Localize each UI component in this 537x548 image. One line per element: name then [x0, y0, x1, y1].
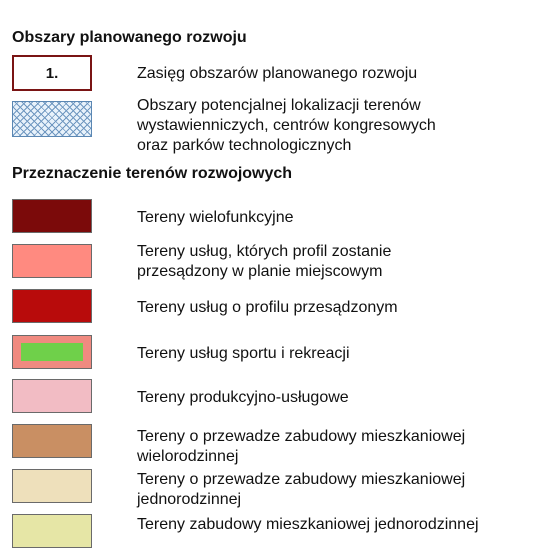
- legend-swatch-multi-family: [12, 424, 92, 458]
- legend-swatch-sport-inner: [21, 343, 83, 361]
- legend-label-single-family: Tereny zabudowy mieszkaniowej jednorodzinnej: [137, 516, 479, 533]
- section-title-planned-development: Obszary planowanego rozwoju: [12, 29, 247, 46]
- legend-label-sport-recreation: Tereny usług sportu i rekreacji: [137, 345, 350, 362]
- section-title-land-use: Przeznaczenie terenów rozwojowych: [12, 165, 293, 182]
- legend-swatch-single-family-predominant: [12, 469, 92, 503]
- legend-swatch-production-services: [12, 379, 92, 413]
- legend-swatch-multifunctional: [12, 199, 92, 233]
- legend-label-single-family-predominant: Tereny o przewadze zabudowy mieszkaniowej jednorodzinnej: [137, 471, 466, 508]
- legend-label-multi-family: Tereny o przewadze zabudowy mieszkaniowej wielorodzinnej: [137, 428, 466, 465]
- legend-swatch-exhibition-hatch: [12, 101, 92, 137]
- legend-swatch-sport-recreation: [12, 335, 92, 369]
- legend-swatch-range-outline: 1.: [12, 55, 92, 91]
- legend-swatch-services-defined: [12, 289, 92, 323]
- legend-label-range: Zasięg obszarów planowanego rozwoju: [137, 65, 418, 82]
- legend-label-multifunctional: Tereny wielofunkcyjne: [137, 209, 294, 226]
- legend-label-production-services: Tereny produkcyjno-usługowe: [137, 389, 349, 406]
- legend-label-services-plan: Tereny usług, których profil zostanie przesądzony w planie miejscowym: [137, 243, 392, 280]
- legend-label-exhibition: Obszary potencjalnej lokalizacji terenów wystawienniczych, centrów kongresowych oraz parków technologicznych: [137, 97, 436, 154]
- legend-label-services-defined: Tereny usług o profilu przesądzonym: [137, 299, 398, 316]
- legend-swatch-services-plan: [12, 244, 92, 278]
- legend-swatch-single-family: [12, 514, 92, 548]
